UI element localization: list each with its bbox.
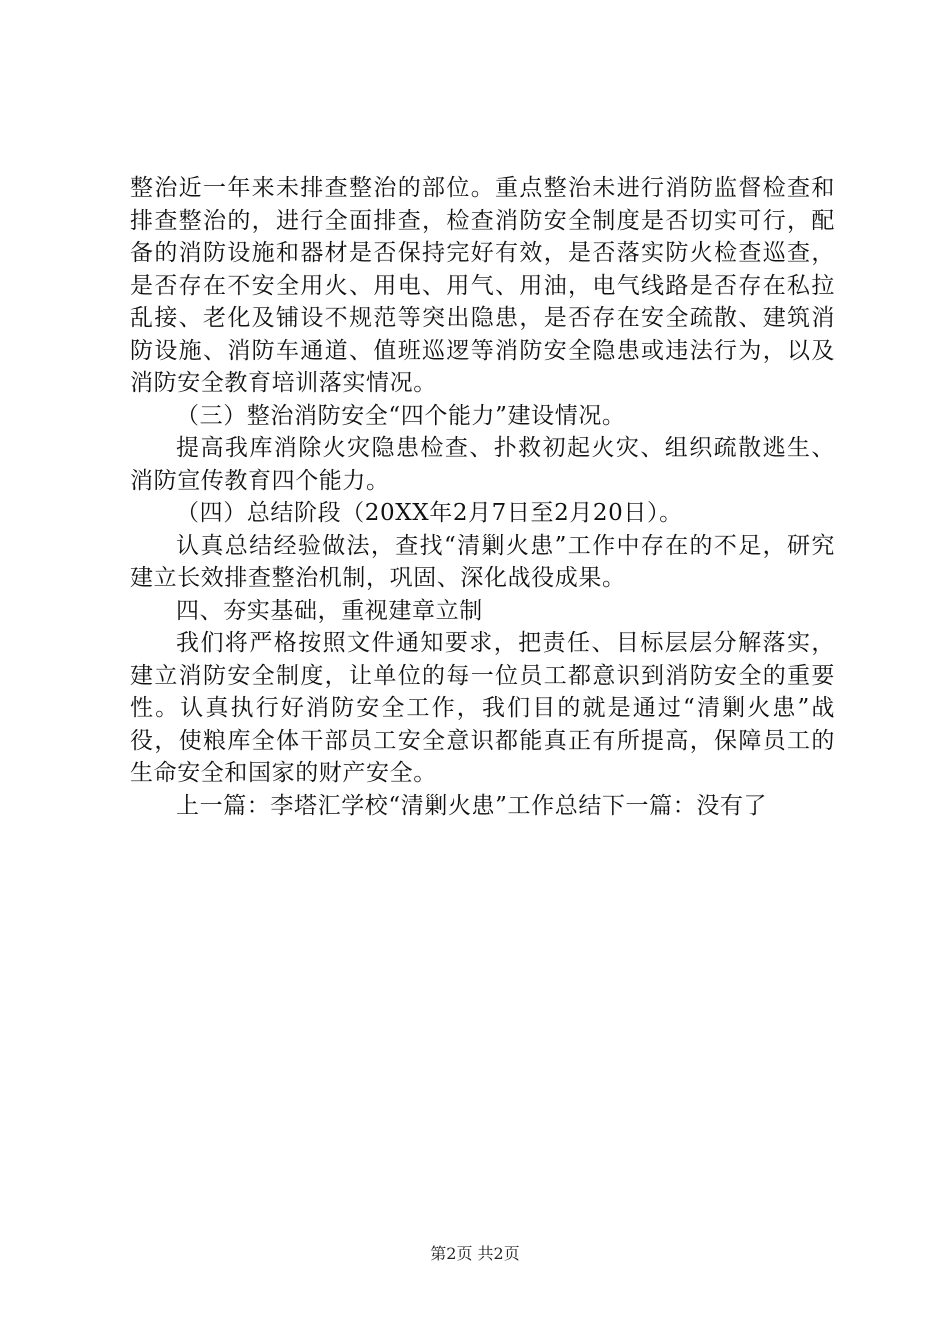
paragraph-section-three-heading: （三）整治消防安全“四个能力”建设情况。 [176, 402, 626, 429]
paragraph-summary: 认真总结经验做法，查找“清剿火患”工作中存在的不足，研究建立长效排查整治机制，巩固、深化战役成果。 [130, 532, 835, 591]
paragraph-commitment: 我们将严格按照文件通知要求，把责任、目标层层分解落实，建立消防安全制度，让单位的每一位员工都意识到消防安全的重要性。认真执行好消防安全工作，我们目的就是通过“清剿火患”战役，使粮库全体干部员工安全意识都能真正有所提高，保障员工的生命安全和国家的财产安全。 [130, 630, 835, 786]
paragraph-part-four-heading: 四、夯实基础，重视建章立制 [176, 597, 483, 624]
paragraph-four-abilities: 提高我库消除火灾隐患检查、扑救初起火灾、组织疏散逃生、消防宣传教育四个能力。 [130, 435, 835, 494]
page-number-footer: 第2页 共2页 [430, 1244, 520, 1263]
paragraph-continuation: 整治近一年来未排查整治的部位。重点整治未进行消防监督检查和排查整治的，进行全面排查，检查消防安全制度是否切实可行，配备的消防设施和器材是否保持完好有效，是否落实防火检查巡查，是否存在不安全用火、用电、用气、用油，电气线路是否存在私拉乱接、老化及铺设不规范等突出隐患，是否存在安全疏散、建筑消防设施、消防车通道、值班巡逻等消防安全隐患或违法行为，以及消防安全教育培训落实情况。 [130, 175, 835, 396]
paragraph-section-four-heading: （四）总结阶段（20XX年2月7日至2月20日）。 [176, 500, 683, 526]
prev-next-navigation[interactable]: 上一篇：李塔汇学校“清剿火患”工作总结下一篇：没有了 [176, 792, 768, 819]
document-body [130, 172, 835, 822]
